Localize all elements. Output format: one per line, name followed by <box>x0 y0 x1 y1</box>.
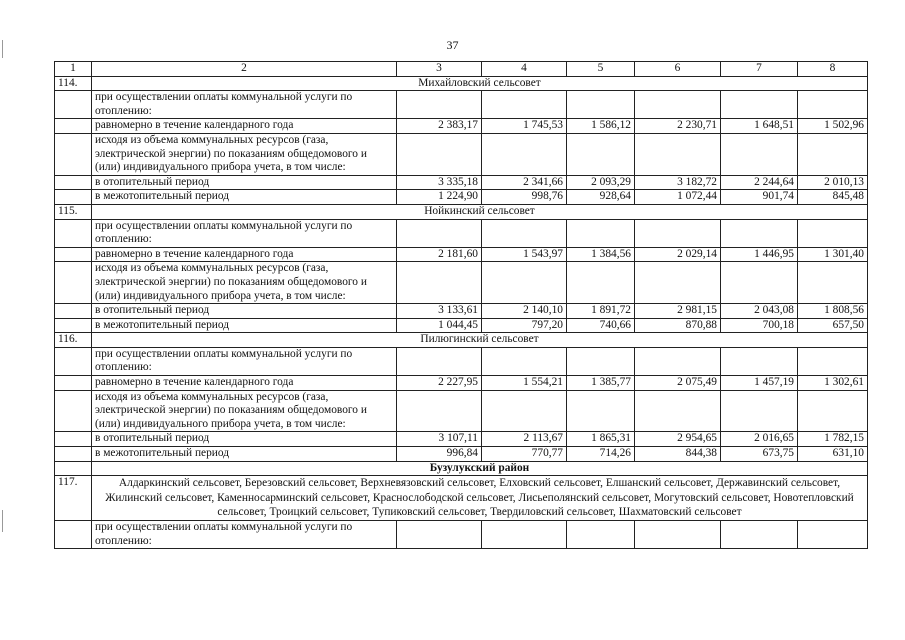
empty-cell <box>55 304 92 319</box>
district-row <box>55 461 868 476</box>
section-number: 115. <box>55 204 92 219</box>
column-header: 7 <box>721 62 798 77</box>
empty-cell <box>397 91 482 119</box>
empty-cell <box>397 262 482 304</box>
row-label: при осуществлении оплаты коммунальной услуги по отоплению: <box>92 91 397 119</box>
table-row <box>55 175 868 190</box>
value-cell: 2 113,67 <box>482 432 567 447</box>
empty-cell <box>721 219 798 247</box>
section-number: 116. <box>55 333 92 348</box>
row-label: при осуществлении оплаты коммунальной услуги по отоплению: <box>92 219 397 247</box>
empty-cell <box>55 318 92 333</box>
empty-cell <box>798 390 868 432</box>
empty-cell <box>482 133 567 175</box>
value-cell: 1 808,56 <box>798 304 868 319</box>
value-cell: 1 044,45 <box>397 318 482 333</box>
value-cell: 657,50 <box>798 318 868 333</box>
table-row <box>55 133 868 175</box>
value-cell: 2 029,14 <box>635 247 721 262</box>
value-cell: 2 954,65 <box>635 432 721 447</box>
value-cell: 2 227,95 <box>397 376 482 391</box>
value-cell: 1 384,56 <box>567 247 635 262</box>
district-name: Бузулукский район <box>92 461 868 476</box>
table-row <box>55 376 868 391</box>
value-cell: 740,66 <box>567 318 635 333</box>
value-cell: 1 865,31 <box>567 432 635 447</box>
empty-cell <box>482 347 567 375</box>
value-cell: 996,84 <box>397 447 482 462</box>
value-cell: 928,64 <box>567 190 635 205</box>
tariff-table <box>54 61 868 549</box>
table-row <box>55 447 868 462</box>
empty-cell <box>482 262 567 304</box>
table-row <box>55 333 868 348</box>
row-label: в отопительный период <box>92 304 397 319</box>
empty-cell <box>482 219 567 247</box>
value-cell: 3 133,61 <box>397 304 482 319</box>
empty-cell <box>55 432 92 447</box>
empty-cell <box>721 262 798 304</box>
row-label: при осуществлении оплаты коммунальной услуги по отоплению: <box>92 521 397 549</box>
empty-cell <box>635 91 721 119</box>
row-label: в межотопительный период <box>92 318 397 333</box>
value-cell: 2 140,10 <box>482 304 567 319</box>
empty-cell <box>55 119 92 134</box>
value-cell: 1 457,19 <box>721 376 798 391</box>
value-cell: 2 016,65 <box>721 432 798 447</box>
table-row <box>55 219 868 247</box>
row-label: равномерно в течение календарного года <box>92 119 397 134</box>
empty-cell <box>55 219 92 247</box>
value-cell: 870,88 <box>635 318 721 333</box>
value-cell: 2 230,71 <box>635 119 721 134</box>
empty-cell <box>567 91 635 119</box>
row-label: исходя из объема коммунальных ресурсов (газа, электрической энергии) по показаниям общедомового и (или) индивидуального прибора учета, в том числе: <box>92 390 397 432</box>
table-row <box>55 262 868 304</box>
empty-cell <box>721 91 798 119</box>
row-label: в межотопительный период <box>92 190 397 205</box>
empty-cell <box>635 133 721 175</box>
empty-cell <box>635 347 721 375</box>
empty-cell <box>721 390 798 432</box>
empty-cell <box>397 390 482 432</box>
value-cell: 1 543,97 <box>482 247 567 262</box>
column-header: 8 <box>798 62 868 77</box>
value-cell: 2 244,64 <box>721 175 798 190</box>
section-117-row <box>55 476 868 521</box>
empty-cell <box>397 133 482 175</box>
empty-cell <box>567 133 635 175</box>
table-row <box>55 521 868 549</box>
row-label: в межотопительный период <box>92 447 397 462</box>
empty-cell <box>798 133 868 175</box>
empty-cell <box>397 347 482 375</box>
empty-cell <box>55 247 92 262</box>
value-cell: 998,76 <box>482 190 567 205</box>
row-label: равномерно в течение календарного года <box>92 247 397 262</box>
section-name: Пилюгинский сельсовет <box>92 333 868 348</box>
empty-cell <box>635 390 721 432</box>
value-cell: 2 341,66 <box>482 175 567 190</box>
value-cell: 2 093,29 <box>567 175 635 190</box>
section-number: 114. <box>55 76 92 91</box>
table-row <box>55 119 868 134</box>
value-cell: 1 554,21 <box>482 376 567 391</box>
empty-cell <box>55 347 92 375</box>
empty-cell <box>567 219 635 247</box>
empty-cell <box>55 447 92 462</box>
value-cell: 2 043,08 <box>721 304 798 319</box>
empty-cell <box>55 376 92 391</box>
header-row <box>55 62 868 77</box>
empty-cell <box>55 390 92 432</box>
value-cell: 3 182,72 <box>635 175 721 190</box>
column-header: 1 <box>55 62 92 77</box>
value-cell: 2 075,49 <box>635 376 721 391</box>
empty-cell <box>798 347 868 375</box>
value-cell: 845,48 <box>798 190 868 205</box>
value-cell: 1 502,96 <box>798 119 868 134</box>
empty-cell <box>55 262 92 304</box>
empty-cell <box>567 262 635 304</box>
row-label: в отопительный период <box>92 175 397 190</box>
table-row <box>55 190 868 205</box>
column-header: 3 <box>397 62 482 77</box>
value-cell: 3 107,11 <box>397 432 482 447</box>
table-row <box>55 390 868 432</box>
value-cell: 2 981,15 <box>635 304 721 319</box>
margin-mark <box>2 510 3 532</box>
empty-cell <box>55 175 92 190</box>
value-cell: 797,20 <box>482 318 567 333</box>
empty-cell <box>635 219 721 247</box>
value-cell: 673,75 <box>721 447 798 462</box>
empty-cell <box>635 262 721 304</box>
table-row <box>55 204 868 219</box>
value-cell: 1 648,51 <box>721 119 798 134</box>
table-row <box>55 91 868 119</box>
table-row <box>55 304 868 319</box>
empty-cell <box>798 91 868 119</box>
empty-cell <box>567 347 635 375</box>
value-cell: 1 302,61 <box>798 376 868 391</box>
section-name: Нойкинский сельсовет <box>92 204 868 219</box>
column-header: 4 <box>482 62 567 77</box>
value-cell: 1 072,44 <box>635 190 721 205</box>
row-label: равномерно в течение календарного года <box>92 376 397 391</box>
table-row <box>55 247 868 262</box>
empty-cell <box>55 91 92 119</box>
value-cell: 1 385,77 <box>567 376 635 391</box>
value-cell: 901,74 <box>721 190 798 205</box>
settlement-list: Алдаркинский сельсовет, Березовский сельсовет, Верхневязовский сельсовет, Елховский сельсовет, Елшанский сельсовет, Державинский сельсовет, Жилинский сельсовет, Каменносарминский сельсовет, Краснослободской сельсовет, Лисьеполянский сельсовет, Могутовский сельсовет, Новотепловский сельсовет, Троицкий сельсовет, Тупиковский сельсовет, Твердиловский сельсовет, Шахматовский сельсовет <box>92 476 868 521</box>
column-header: 5 <box>567 62 635 77</box>
empty-cell <box>397 219 482 247</box>
value-cell: 770,77 <box>482 447 567 462</box>
empty-cell <box>798 262 868 304</box>
empty-cell <box>55 190 92 205</box>
value-cell: 844,38 <box>635 447 721 462</box>
value-cell: 1 224,90 <box>397 190 482 205</box>
value-cell: 2 383,17 <box>397 119 482 134</box>
table-row <box>55 318 868 333</box>
row-label: исходя из объема коммунальных ресурсов (газа, электрической энергии) по показаниям общедомового и (или) индивидуального прибора учета, в том числе: <box>92 133 397 175</box>
empty-cell <box>567 390 635 432</box>
value-cell: 1 782,15 <box>798 432 868 447</box>
section-number: 117. <box>55 476 92 521</box>
value-cell: 2 010,13 <box>798 175 868 190</box>
value-cell: 1 446,95 <box>721 247 798 262</box>
value-cell: 1 586,12 <box>567 119 635 134</box>
row-label: исходя из объема коммунальных ресурсов (газа, электрической энергии) по показаниям общедомового и (или) индивидуального прибора учета, в том числе: <box>92 262 397 304</box>
value-cell: 2 181,60 <box>397 247 482 262</box>
section-name: Михайловский сельсовет <box>92 76 868 91</box>
empty-cell <box>482 91 567 119</box>
table-row <box>55 432 868 447</box>
value-cell: 700,18 <box>721 318 798 333</box>
value-cell: 1 891,72 <box>567 304 635 319</box>
page-number: 37 <box>446 38 459 52</box>
column-header: 2 <box>92 62 397 77</box>
row-label: при осуществлении оплаты коммунальной услуги по отоплению: <box>92 347 397 375</box>
table-row <box>55 347 868 375</box>
table-row <box>55 76 868 91</box>
empty-cell <box>482 390 567 432</box>
empty-cell <box>721 133 798 175</box>
empty-cell <box>798 219 868 247</box>
value-cell: 631,10 <box>798 447 868 462</box>
value-cell: 1 301,40 <box>798 247 868 262</box>
value-cell: 1 745,53 <box>482 119 567 134</box>
empty-cell <box>721 347 798 375</box>
empty-cell <box>55 133 92 175</box>
value-cell: 714,26 <box>567 447 635 462</box>
row-label: в отопительный период <box>92 432 397 447</box>
column-header: 6 <box>635 62 721 77</box>
value-cell: 3 335,18 <box>397 175 482 190</box>
